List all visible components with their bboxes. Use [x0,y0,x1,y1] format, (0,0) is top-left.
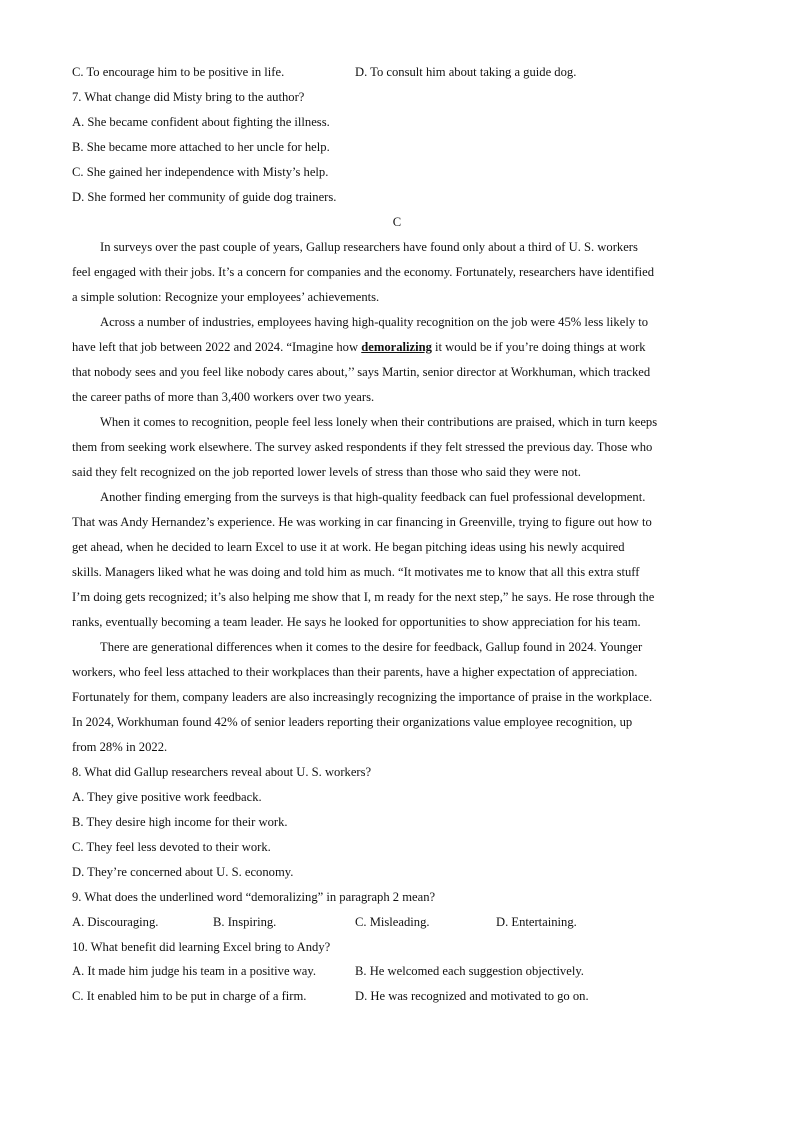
q9-option-d: D. Entertaining. [496,915,577,929]
q7-question: 7. What change did Misty bring to the author? [72,90,305,104]
passage-p4-line: That was Andy Hernandez’s experience. He was working in car financing in Greenville, trying to figure out how to [72,515,652,529]
passage-p4-line: Another finding emerging from the surveys is that high-quality feedback can fuel professional development. [100,490,646,504]
passage-p5-line: workers, who feel less attached to their workplaces than their parents, have a higher expectation of appreciation. [72,665,638,679]
passage-p4-line: skills. Managers liked what he was doing and told him as much. “It motivates me to know that all this extra stuff [72,565,640,579]
q7-option-c: C. She gained her independence with Misty’s help. [72,165,329,179]
q7-option-a: A. She became confident about fighting the illness. [72,115,330,129]
passage-p3-line: When it comes to recognition, people feel less lonely when their contributions are praised, which in turn keeps [100,415,658,429]
passage-p1-line: feel engaged with their jobs. It’s a concern for companies and the economy. Fortunately, researchers have identified [72,265,655,279]
q10-option-d: D. He was recognized and motivated to go on. [355,989,589,1003]
passage-p2-line [72,339,646,355]
underlined-word-demoralizing: demoralizing [361,340,432,354]
passage-p3-line: said they felt recognized on the job reported lower levels of stress than those who said they were not. [72,465,581,479]
passage-p2-line: the career paths of more than 3,400 workers over two years. [72,390,375,404]
passage-p4-line: I’m doing gets recognized; it’s also helping me show that I, m ready for the next step,” he says. He rose through the [72,590,655,604]
section-label: C [392,215,402,229]
q10-option-c: C. It enabled him to be put in charge of a firm. [72,989,307,1003]
q9-option-a: A. Discouraging. [72,915,159,929]
passage-p4-line: ranks, eventually becoming a team leader. He says he looked for opportunities to show appreciation for his team. [72,615,641,629]
passage-p1-line: a simple solution: Recognize your employees’ achievements. [72,290,380,304]
passage-p5-line: from 28% in 2022. [72,740,168,754]
q10-question: 10. What benefit did learning Excel bring to Andy? [72,940,331,954]
q10-option-a: A. It made him judge his team in a positive way. [72,964,317,978]
q6-option-d: D. To consult him about taking a guide dog. [355,65,577,79]
passage-p5-line: In 2024, Workhuman found 42% of senior leaders reporting their organizations value employee recognition, up [72,715,633,729]
q7-option-b: B. She became more attached to her uncle for help. [72,140,330,154]
q10-option-b: B. He welcomed each suggestion objectively. [355,964,584,978]
q8-option-d: D. They’re concerned about U. S. economy. [72,865,294,879]
passage-p3-line: them from seeking work elsewhere. The survey asked respondents if they felt stressed the previous day. Those who [72,440,653,454]
q8-question: 8. What did Gallup researchers reveal about U. S. workers? [72,765,372,779]
passage-p4-line: get ahead, when he decided to learn Excel to use it at work. He began pitching ideas using his newly acquired [72,540,625,554]
passage-p2-text: have left that job between 2022 and 2024. “Imagine how [72,340,362,354]
passage-p2-text: it would be if you’re doing things at work [431,340,646,354]
q7-option-d: D. She formed her community of guide dog trainers. [72,190,337,204]
passage-p2-line: that nobody sees and you feel like nobody cares about,’’ says Martin, senior director at Workhuman, which tracked [72,365,651,379]
passage-p5-line: There are generational differences when it comes to the desire for feedback, Gallup found in 2024. Younger [100,640,643,654]
q9-question: 9. What does the underlined word “demoralizing” in paragraph 2 mean? [72,890,436,904]
passage-p5-line: Fortunately for them, company leaders are also increasingly recognizing the importance of praise in the workplace. [72,690,653,704]
q9-option-c: C. Misleading. [355,915,430,929]
passage-p1-line: In surveys over the past couple of years, Gallup researchers have found only about a third of U. S. workers [100,240,638,254]
passage-p2-line: Across a number of industries, employees having high-quality recognition on the job were 45% less likely to [100,315,649,329]
q9-option-b: B. Inspiring. [213,915,277,929]
q8-option-a: A. They give positive work feedback. [72,790,262,804]
q8-option-c: C. They feel less devoted to their work. [72,840,271,854]
q6-option-c: C. To encourage him to be positive in life. [72,65,285,79]
q8-option-b: B. They desire high income for their work. [72,815,288,829]
